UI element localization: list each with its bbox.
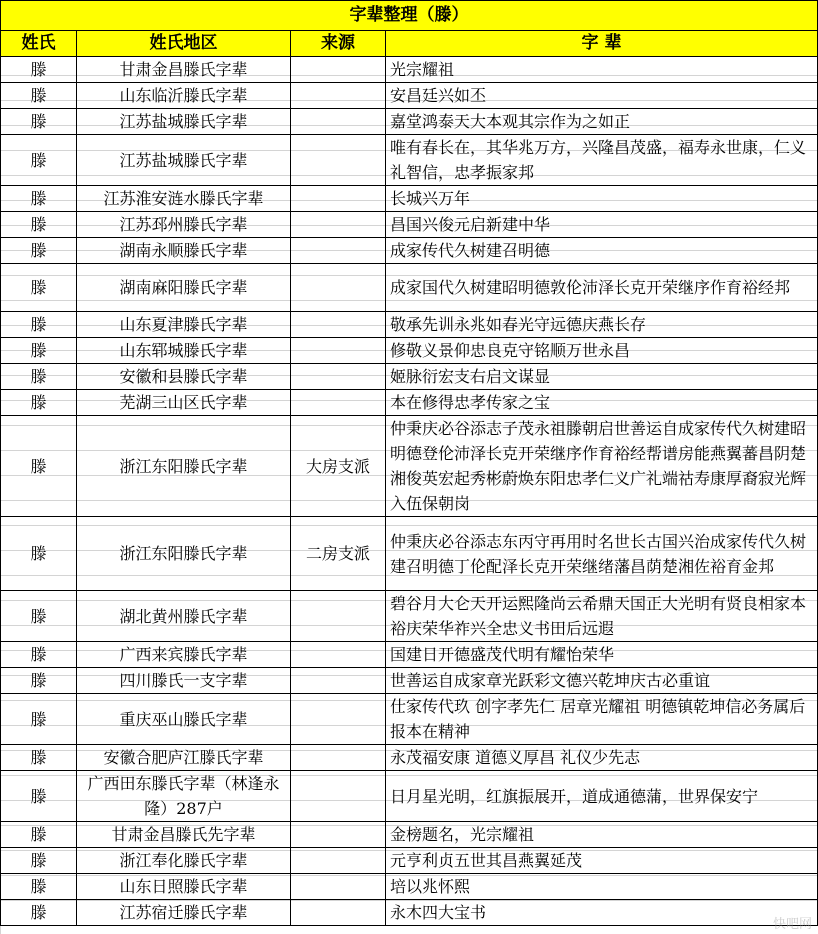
cell-source[interactable] — [291, 186, 386, 212]
header-surname[interactable]: 姓氏 — [1, 31, 77, 57]
cell-region[interactable]: 甘肃金昌滕氏先字辈 — [77, 822, 291, 848]
cell-generation[interactable]: 成家传代久树建召明德 — [386, 238, 818, 264]
watermark: 快吧网 — [772, 917, 812, 932]
cell-generation[interactable]: 嘉堂鸿泰天大本观其宗作为之如正 — [386, 109, 818, 135]
table-row — [1, 83, 818, 109]
cell-region[interactable]: 江苏淮安涟水滕氏字辈 — [77, 186, 291, 212]
cell-surname[interactable]: 滕 — [1, 591, 77, 642]
table-row — [1, 238, 818, 264]
cell-source[interactable] — [291, 57, 386, 83]
table-row — [1, 416, 818, 517]
table-row — [1, 135, 818, 186]
cell-source[interactable] — [291, 390, 386, 416]
table-row — [1, 390, 818, 416]
table-row — [1, 212, 818, 238]
cell-generation[interactable]: 国建日开德盛茂代明有耀怡荣华 — [386, 642, 818, 668]
cell-source[interactable] — [291, 109, 386, 135]
cell-region[interactable]: 安徽合肥庐江滕氏字辈 — [77, 745, 291, 771]
cell-region[interactable]: 江苏盐城滕氏字辈 — [77, 135, 291, 186]
cell-surname[interactable]: 滕 — [1, 668, 77, 694]
table-row — [1, 186, 818, 212]
cell-generation[interactable]: 仲秉庆必谷添志子茂永祖滕朝启世善运自成家传代久树建昭明德登伦沛泽长克开荣继序作育裕经帮谱房能燕翼蕃昌阴楚湘俊英宏起秀彬蔚焕东阳忠孝仁义广礼端祜寿康厚裔寂光辉入伍保朝岗 — [386, 416, 818, 517]
cell-generation[interactable]: 长城兴万年 — [386, 186, 818, 212]
sheet-title[interactable]: 字辈整理（滕） — [1, 1, 818, 31]
cell-surname[interactable]: 滕 — [1, 822, 77, 848]
cell-source[interactable] — [291, 135, 386, 186]
table-row — [1, 364, 818, 390]
cell-generation[interactable]: 世善运自成家章光跃彩文德兴乾坤庆古必重谊 — [386, 668, 818, 694]
cell-surname[interactable]: 滕 — [1, 848, 77, 874]
table-row — [1, 109, 818, 135]
header-generation[interactable]: 字 辈 — [386, 31, 818, 57]
cell-source[interactable] — [291, 591, 386, 642]
table-row — [1, 822, 818, 848]
cell-region[interactable]: 四川滕氏一支字辈 — [77, 668, 291, 694]
cell-surname[interactable]: 滕 — [1, 416, 77, 517]
cell-surname[interactable]: 滕 — [1, 694, 77, 745]
cell-region[interactable]: 山东临沂滕氏字辈 — [77, 83, 291, 109]
cell-generation[interactable]: 永木四大宝书 — [386, 900, 818, 926]
cell-region[interactable]: 江苏宿迁滕氏字辈 — [77, 900, 291, 926]
header-source[interactable]: 来源 — [291, 31, 386, 57]
cell-generation[interactable]: 昌国兴俊元启新建中华 — [386, 212, 818, 238]
cell-surname[interactable]: 滕 — [1, 390, 77, 416]
cell-region[interactable]: 广西来宾滕氏字辈 — [77, 642, 291, 668]
cell-region[interactable]: 湖北黄州滕氏字辈 — [77, 591, 291, 642]
cell-source[interactable] — [291, 238, 386, 264]
cell-source[interactable] — [291, 312, 386, 338]
cell-source[interactable] — [291, 364, 386, 390]
cell-generation[interactable]: 金榜题名，光宗耀祖 — [386, 822, 818, 848]
cell-surname[interactable]: 滕 — [1, 135, 77, 186]
cell-surname[interactable]: 滕 — [1, 364, 77, 390]
cell-region[interactable]: 广西田东滕氏字辈（林逢永隆）287户 — [77, 771, 291, 822]
cell-source[interactable] — [291, 264, 386, 312]
cell-generation[interactable]: 本在修得忠孝传家之宝 — [386, 390, 818, 416]
cell-region[interactable]: 甘肃金昌滕氏字辈 — [77, 57, 291, 83]
cell-region[interactable]: 重庆巫山滕氏字辈 — [77, 694, 291, 745]
cell-source[interactable] — [291, 338, 386, 364]
table-row — [1, 264, 818, 312]
cell-region[interactable]: 浙江东阳滕氏字辈 — [77, 416, 291, 517]
cell-source[interactable] — [291, 642, 386, 668]
table-row — [1, 668, 818, 694]
cell-generation[interactable]: 成家国代久树建昭明德敦伦沛泽长克开荣继序作育裕经邦 — [386, 264, 818, 312]
cell-generation[interactable]: 安昌廷兴如丕 — [386, 83, 818, 109]
cell-surname[interactable]: 滕 — [1, 745, 77, 771]
table-row — [1, 771, 818, 822]
cell-region[interactable]: 江苏盐城滕氏字辈 — [77, 109, 291, 135]
table-row — [1, 517, 818, 591]
table-row — [1, 642, 818, 668]
table-row — [1, 57, 818, 83]
cell-surname[interactable]: 滕 — [1, 312, 77, 338]
cell-generation[interactable]: 日月星光明，红旗振展开，道成通德蒲，世界保安宁 — [386, 771, 818, 822]
cell-source[interactable] — [291, 83, 386, 109]
cell-source[interactable] — [291, 771, 386, 822]
cell-surname[interactable]: 滕 — [1, 771, 77, 822]
cell-region[interactable]: 山东郓城滕氏字辈 — [77, 338, 291, 364]
cell-generation[interactable]: 敬承先训永兆如春光守远德庆燕长存 — [386, 312, 818, 338]
cell-generation[interactable]: 培以兆怀熙 — [386, 874, 818, 900]
cell-generation[interactable]: 唯有春长在，其华兆万方，兴隆昌茂盛，福寿永世康，仁义礼智信，忠孝振家邦 — [386, 135, 818, 186]
cell-source[interactable] — [291, 900, 386, 926]
cell-surname[interactable]: 滕 — [1, 212, 77, 238]
cell-surname[interactable]: 滕 — [1, 238, 77, 264]
cell-source[interactable] — [291, 745, 386, 771]
table-row — [1, 848, 818, 874]
cell-generation[interactable]: 碧谷月大仑天开运熙隆尚云希鼎天国正大光明有贤良相家本裕庆荣华祚兴全忠义书田后远遐 — [386, 591, 818, 642]
table-row — [1, 694, 818, 745]
cell-source[interactable] — [291, 212, 386, 238]
cell-surname[interactable]: 滕 — [1, 642, 77, 668]
table-row — [1, 900, 818, 926]
cell-source[interactable]: 大房支派 — [291, 416, 386, 517]
cell-generation[interactable]: 修敬义景仰忠良克守铭顺万世永昌 — [386, 338, 818, 364]
cell-source[interactable] — [291, 822, 386, 848]
cell-region[interactable]: 湖南永顺滕氏字辈 — [77, 238, 291, 264]
cell-surname[interactable]: 滕 — [1, 57, 77, 83]
cell-surname[interactable]: 滕 — [1, 874, 77, 900]
cell-surname[interactable]: 滕 — [1, 264, 77, 312]
table-row — [1, 591, 818, 642]
cell-region[interactable]: 江苏邳州滕氏字辈 — [77, 212, 291, 238]
cell-region[interactable]: 山东夏津滕氏字辈 — [77, 312, 291, 338]
cell-generation[interactable]: 仕家传代玖 创字孝先仁 居章光耀祖 明德镇乾坤信必务属后 报本在精神 — [386, 694, 818, 745]
cell-surname[interactable]: 滕 — [1, 109, 77, 135]
cell-source[interactable] — [291, 848, 386, 874]
cell-region[interactable]: 安徽和县滕氏字辈 — [77, 364, 291, 390]
cell-generation[interactable]: 仲秉庆必谷添志东丙守再用时名世长古国兴治成家传代久树建召明德丁伦配泽长克开荣继绪藩昌荫楚湘佐裕育金邦 — [386, 517, 818, 591]
table-row — [1, 874, 818, 900]
cell-region[interactable]: 山东日照滕氏字辈 — [77, 874, 291, 900]
cell-generation[interactable]: 光宗耀祖 — [386, 57, 818, 83]
cell-region[interactable]: 浙江东阳滕氏字辈 — [77, 517, 291, 591]
table-row — [1, 312, 818, 338]
header-region[interactable]: 姓氏地区 — [77, 31, 291, 57]
cell-region[interactable]: 浙江奉化滕氏字辈 — [77, 848, 291, 874]
cell-surname[interactable]: 滕 — [1, 517, 77, 591]
title-row — [1, 1, 818, 31]
cell-generation[interactable]: 永茂福安康 道德义厚昌 礼仪少先志 — [386, 745, 818, 771]
cell-surname[interactable]: 滕 — [1, 83, 77, 109]
cell-source[interactable]: 二房支派 — [291, 517, 386, 591]
cell-source[interactable] — [291, 874, 386, 900]
cell-generation[interactable]: 姬脉衍宏支右启文谋显 — [386, 364, 818, 390]
cell-source[interactable] — [291, 694, 386, 745]
cell-region[interactable]: 芜湖三山区氏字辈 — [77, 390, 291, 416]
header-row — [1, 31, 818, 57]
cell-source[interactable] — [291, 668, 386, 694]
cell-surname[interactable]: 滕 — [1, 900, 77, 926]
table-row — [1, 338, 818, 364]
cell-surname[interactable]: 滕 — [1, 186, 77, 212]
cell-region[interactable]: 湖南麻阳滕氏字辈 — [77, 264, 291, 312]
cell-surname[interactable]: 滕 — [1, 338, 77, 364]
cell-generation[interactable]: 元亨利贞五世其昌燕翼延茂 — [386, 848, 818, 874]
table-row — [1, 745, 818, 771]
